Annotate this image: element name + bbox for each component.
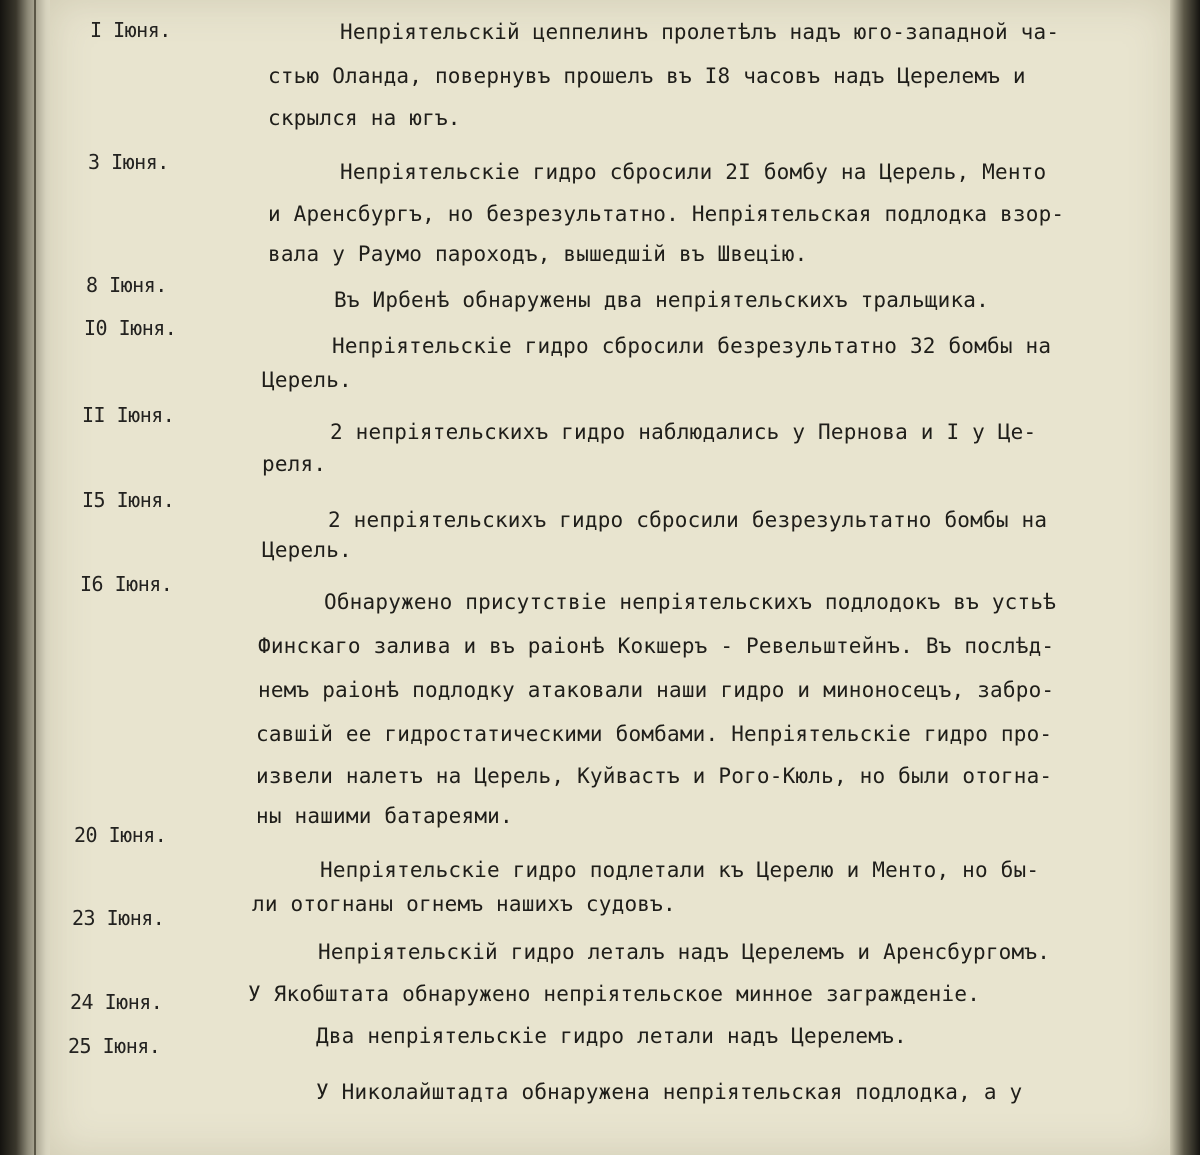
entry-text-line: У Николайштадта обнаружена непріятельская подлодка, а у — [316, 1080, 1023, 1104]
entry-text-line: и Аренсбургъ, но безрезультатно. Непріятельская подлодка взор- — [268, 202, 1065, 226]
entry-text-line: извели налетъ на Церель, Куйвастъ и Рого-Кюль, но были отогна- — [256, 764, 1053, 788]
entry-text-line: Непріятельскіе гидро сбросили безрезультатно 32 бомбы на — [332, 334, 1052, 358]
entry-date: I6 Іюня. — [80, 572, 173, 596]
entry-text-line: вала у Раумо пароходъ, вышедшій въ Швецію. — [268, 242, 808, 266]
entry-text-line: стью Оланда, повернувъ прошелъ въ I8 часовъ надъ Церелемъ и — [268, 64, 1026, 88]
entry-date: 23 Іюня. — [72, 906, 165, 930]
entry-text-line: скрылся на югъ. — [268, 106, 461, 130]
entry-text-line: Въ Ирбенѣ обнаружены два непріятельскихъ тральщика. — [334, 288, 989, 312]
entry-text-line: реля. — [262, 452, 327, 476]
entry-text-line: ны нашими батареями. — [256, 804, 513, 828]
entry-date: 24 Іюня. — [70, 990, 163, 1014]
entry-date: I0 Іюня. — [84, 316, 177, 340]
entry-text-line: Церель. — [262, 538, 352, 562]
entry-date: I Іюня. — [90, 18, 171, 42]
entry-text-line: немъ раіонѣ подлодку атаковали наши гидро и миноносецъ, забро- — [258, 678, 1055, 702]
entry-text-line: савшій ее гидростатическими бомбами. Непріятельскіе гидро про- — [256, 722, 1053, 746]
entry-text-line: Непріятельскіе гидро подлетали къ Церелю и Менто, но бы- — [320, 858, 1040, 882]
entry-text-line: Обнаружено присутствіе непріятельскихъ подлодокъ въ устьѣ — [324, 590, 1057, 614]
entry-date: 25 Іюня. — [68, 1034, 161, 1058]
entry-date: 20 Іюня. — [74, 823, 167, 847]
entry-text-line: Два непріятельскіе гидро летали надъ Церелемъ. — [316, 1024, 907, 1048]
entry-text-line: Церель. — [262, 368, 352, 392]
entry-text-line: Непріятельскій цеппелинъ пролетѣлъ надъ юго-западной ча- — [340, 20, 1060, 44]
entry-text-line: 2 непріятельскихъ гидро наблюдались у Пернова и I у Це- — [330, 420, 1037, 444]
entry-text-line: ли отогнаны огнемъ нашихъ судовъ. — [252, 892, 676, 916]
entry-text-line: 2 непріятельскихъ гидро сбросили безрезультатно бомбы на — [328, 508, 1048, 532]
entry-date: 8 Іюня. — [86, 273, 167, 297]
entry-text-line: Непріятельскіе гидро сбросили 2I бомбу на Церель, Менто — [340, 160, 1047, 184]
entry-text-line: Финскаго залива и въ раіонѣ Кокшеръ - Ревельштейнъ. Въ послѣд- — [258, 634, 1055, 658]
entry-date: I5 Іюня. — [82, 488, 175, 512]
entry-text-line: У Якобштата обнаружено непріятельское минное загражденіе. — [248, 982, 981, 1006]
entry-date: II Іюня. — [82, 403, 175, 427]
entry-text-line: Непріятельскій гидро леталъ надъ Церелемъ и Аренсбургомъ. — [318, 940, 1051, 964]
binding-line — [34, 0, 36, 1155]
page-right-edge — [1170, 0, 1200, 1155]
entry-date: 3 Іюня. — [88, 150, 169, 174]
